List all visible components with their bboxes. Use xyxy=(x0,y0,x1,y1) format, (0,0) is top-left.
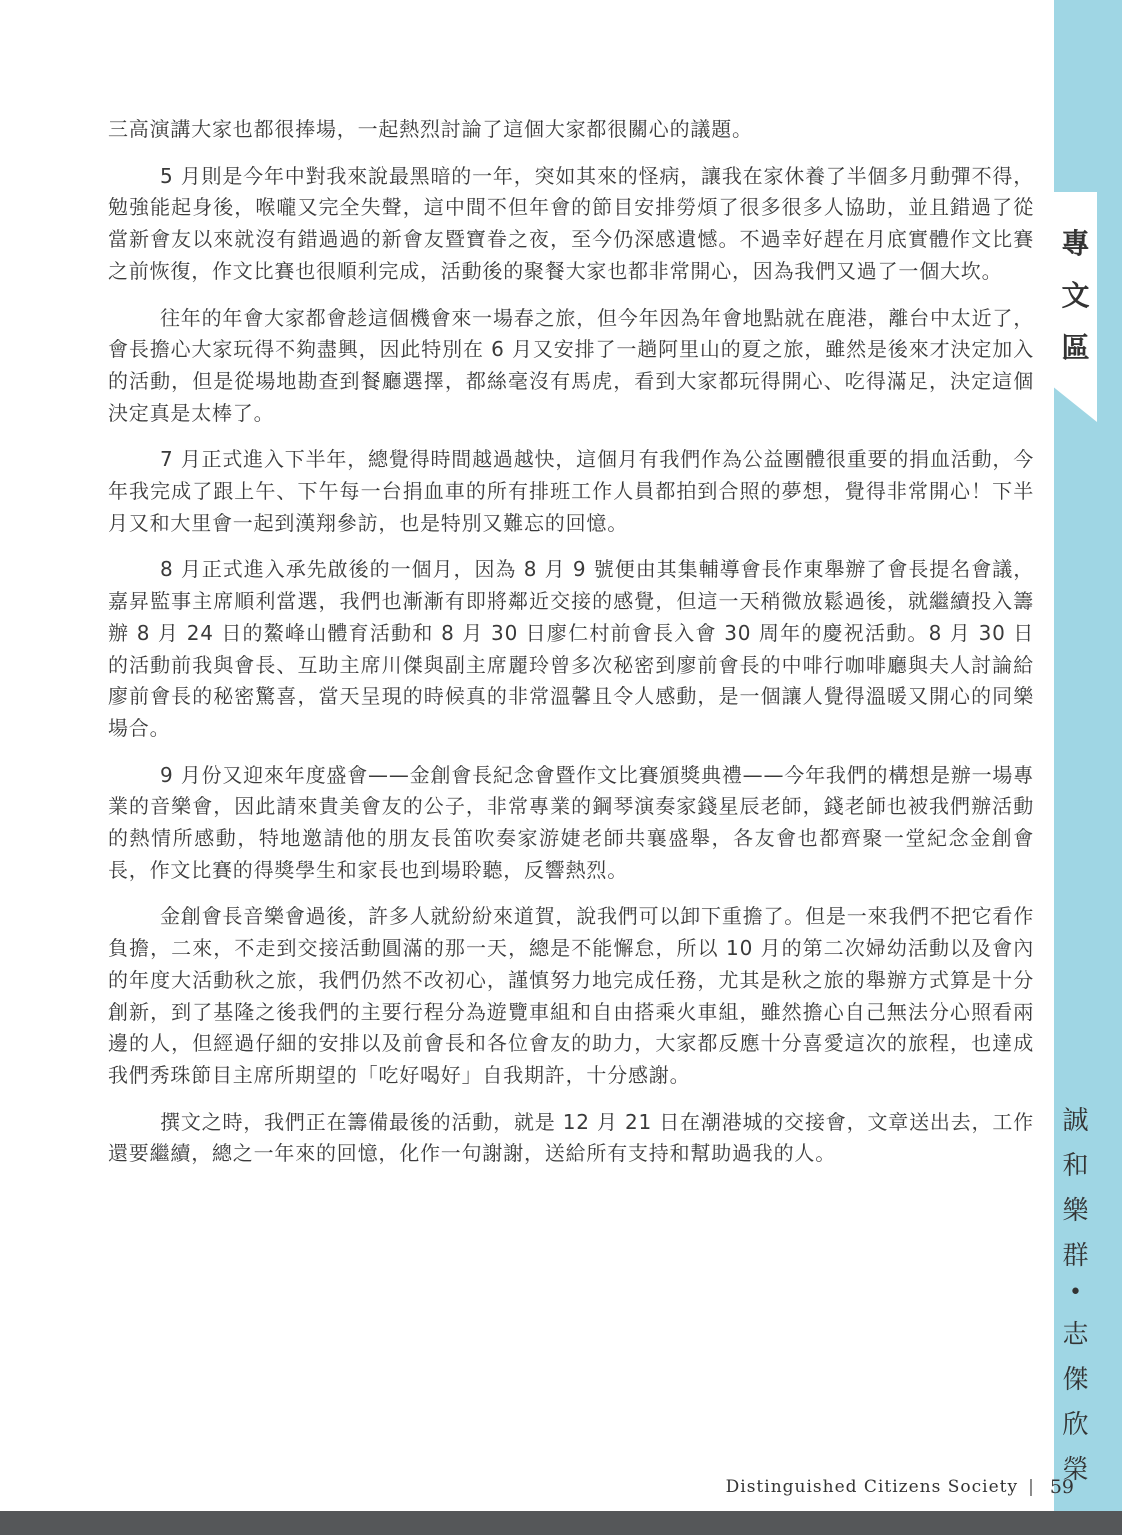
section-char: 專 xyxy=(1061,227,1090,260)
footer-society-name: Distinguished Citizens Society xyxy=(725,1477,1019,1497)
title-char: 誠 xyxy=(1062,1106,1089,1136)
title-separator-dot: • xyxy=(1069,1280,1082,1305)
paragraph: 9 月份又迎來年度盛會——金創會長紀念會暨作文比賽頒獎典禮——今年我們的構想是辦一場專業的音樂會，因此請來貴美會友的公子，非常專業的鋼琴演奏家錢星辰老師，錢老師也被我們辦活動的熱情所感動，特地邀請他的朋友長笛吹奏家游婕老師共襄盛舉，各友會也都齊聚一堂紀念金創會長，作文比賽的得獎學生和家長也到場聆聽，反響熱烈。 xyxy=(108,762,1034,882)
title-char: 欣 xyxy=(1062,1410,1089,1440)
section-char: 文 xyxy=(1061,279,1090,312)
paragraph: 往年的年會大家都會趁這個機會來一場春之旅，但今年因為年會地點就在鹿港，離台中太近了，會長擔心大家玩得不夠盡興，因此特別在 6 月又安排了一趟阿里山的夏之旅，雖然是後來才決定加入的活動，但是從場地勘查到餐廳選擇，都絲毫沒有馬虎，看到大家都玩得開心、吃得滿足，決定這個決定真是太棒了。 xyxy=(108,305,1034,425)
page-footer xyxy=(0,1476,1074,1498)
paragraph: 5 月則是今年中對我來說最黑暗的一年，突如其來的怪病，讓我在家休養了半個多月動彈不得，勉強能起身後，喉嚨又完全失聲，這中間不但年會的節目安排勞煩了很多很多人協助，並且錯過了從當新會友以來就沒有錯過過的新會友暨寶眷之夜，至今仍深感遺憾。不過幸好趕在月底實體作文比賽之前恢復，作文比賽也很順利完成，活動後的聚餐大家也都非常開心，因為我們又過了一個大坎。 xyxy=(108,163,1034,283)
title-char: 志 xyxy=(1062,1320,1089,1350)
paragraph: 金創會長音樂會過後，許多人就紛紛來道賀，說我們可以卸下重擔了。但是一來我們不把它看作負擔，二來，不走到交接活動圓滿的那一天，總是不能懈怠，所以 10 月的第二次婦幼活動以及會內的年度大活動秋之旅，我們仍然不改初心，謹慎努力地完成任務，尤其是秋之旅的舉辦方式算是十分創新，到了基隆之後我們的主要行程分為遊覽車組和自由搭乘火車組，雖然擔心自己無法分心照看兩邊的人，但經過仔細的安排以及前會長和各位會友的助力，大家都反應十分喜愛這次的旅程，也達成我們秀珠節目主席所期望的「吃好喝好」自我期許，十分感謝。 xyxy=(108,904,1034,1087)
page-number: 59 xyxy=(1049,1476,1074,1498)
article-title-vertical xyxy=(1054,1100,1097,1486)
section-char: 區 xyxy=(1061,331,1090,364)
bottom-bar xyxy=(0,1511,1122,1535)
paragraph: 8 月正式進入承先啟後的一個月，因為 8 月 9 號便由其集輔導會長作東舉辦了會長提名會議，嘉昇監事主席順利當選，我們也漸漸有即將鄰近交接的感覺，但這一天稍微放鬆過後，就繼續投入籌辦 8 月 24 日的鰲峰山體育活動和 8 月 30 日廖仁村前會長入會 30 周年的慶祝活動。8 月 30 日的活動前我與會長、互助主席川傑與副主席麗玲曾多次秘密到廖前會長的中啡行咖啡廳與夫人討論給廖前會長的秘密驚喜，當天呈現的時候真的非常溫馨且令人感動，是一個讓人覺得溫暖又開心的同樂場合。 xyxy=(108,557,1034,740)
paragraph: 7 月正式進入下半年，總覺得時間越過越快，這個月有我們作為公益團體很重要的捐血活動，今年我完成了跟上午、下午每一台捐血車的所有排班工作人員都拍到合照的夢想，覺得非常開心！下半月又和大里會一起到漢翔參訪，也是特別又難忘的回憶。 xyxy=(108,447,1034,535)
paragraph: 撰文之時，我們正在籌備最後的活動，就是 12 月 21 日在潮港城的交接會，文章送出去，工作還要繼續，總之一年來的回憶，化作一句謝謝，送給所有支持和幫助過我的人。 xyxy=(108,1109,1034,1166)
title-char: 樂 xyxy=(1062,1196,1089,1226)
title-char: 榮 xyxy=(1062,1455,1089,1485)
paragraph: 三高演講大家也都很捧場，一起熱烈討論了這個大家都很關心的議題。 xyxy=(108,117,753,141)
title-char: 和 xyxy=(1062,1151,1089,1181)
title-char: 傑 xyxy=(1062,1365,1089,1395)
section-label xyxy=(1054,222,1097,366)
article-body xyxy=(108,114,1034,1185)
title-char: 群 xyxy=(1062,1241,1089,1271)
footer-separator: | xyxy=(1028,1477,1034,1497)
